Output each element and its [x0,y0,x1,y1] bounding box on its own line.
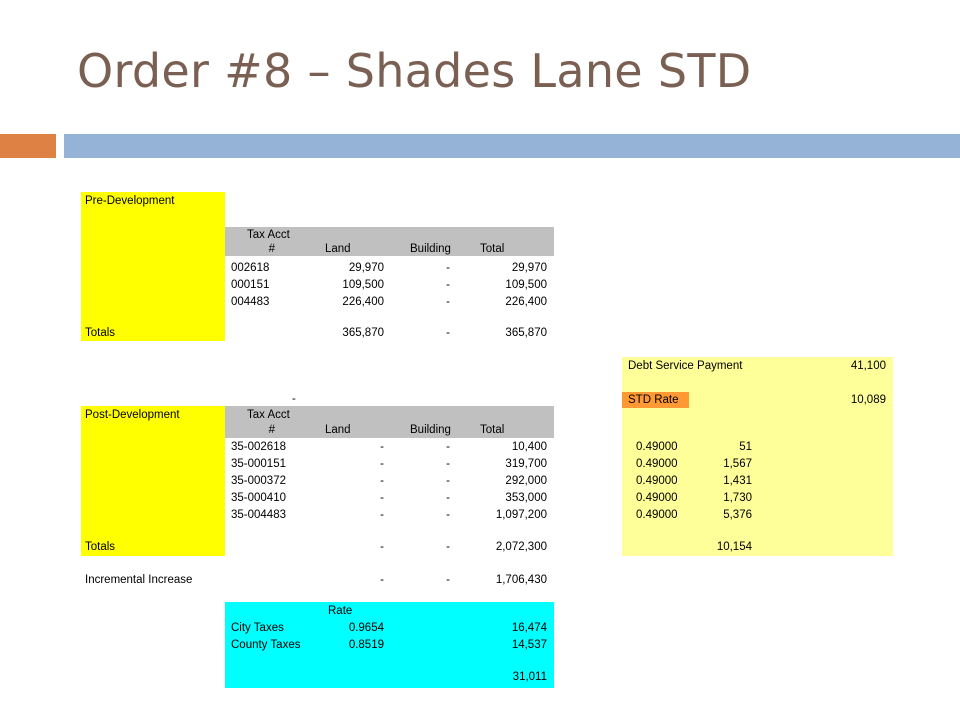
tax-label: County Taxes [231,639,301,651]
post-totals-label: Totals [85,541,116,553]
pre-total: 226,400 [505,296,547,308]
post-building: - [446,492,450,504]
pre-land: 226,400 [342,296,384,308]
post-land: - [380,475,384,487]
post-acct: 35-004483 [231,509,286,521]
post-land: - [380,441,384,453]
incremental-building: - [446,574,450,586]
tax-amount: 14,537 [511,639,547,651]
post-acct: 35-000151 [231,458,286,470]
post-acct: 35-000410 [231,492,286,504]
post-totals-land: - [380,541,384,553]
post-total: 353,000 [505,492,547,504]
post-land: - [380,509,384,521]
post-totals-building: - [446,541,450,553]
debt-amount: 51 [739,441,752,453]
pre-acct: 004483 [231,296,270,308]
debt-rate: 0.49000 [636,458,678,470]
pre-building: - [446,279,450,291]
incremental-label: Incremental Increase [85,574,193,586]
post-section-label: Post-Development [85,409,180,421]
std-rate-label: STD Rate [628,394,679,406]
tax-amount: 16,474 [511,622,547,634]
pre-total: 109,500 [505,279,547,291]
post-col-building: Building [410,424,451,436]
debt-rate: 0.49000 [636,509,678,521]
debt-total: 10,154 [716,541,752,553]
pre-col-building: Building [410,243,451,255]
pre-totals-total: 365,870 [505,327,547,339]
post-total: 10,400 [511,441,547,453]
post-land: - [380,458,384,470]
debt-payment-value: 41,100 [850,360,886,372]
tax-label: City Taxes [231,622,284,634]
pre-total: 29,970 [511,262,547,274]
pre-land: 109,500 [342,279,384,291]
pre-acct: 000151 [231,279,270,291]
post-building: - [446,458,450,470]
pre-development-fill [81,192,225,341]
post-col-land: Land [325,424,351,436]
post-col-total: Total [480,424,505,436]
debt-rate: 0.49000 [636,475,678,487]
post-land: - [380,492,384,504]
post-header-top: Tax Acct [247,409,290,421]
post-total: 319,700 [505,458,547,470]
post-building: - [446,441,450,453]
tax-total: 31,011 [512,671,547,683]
debt-amount: 1,567 [723,458,752,470]
post-development-fill [81,406,225,556]
pre-header-top: Tax Acct [247,229,290,241]
post-col-acct: # [268,424,275,436]
debt-amount: 1,431 [723,475,752,487]
incremental-total: 1,706,430 [495,574,547,586]
debt-rate: 0.49000 [636,441,678,453]
stray-dash: - [292,393,296,405]
post-total: 292,000 [505,475,547,487]
post-acct: 35-002618 [231,441,286,453]
tax-rate: 0.8519 [348,639,384,651]
pre-col-total: Total [480,243,505,255]
slide-title: Order #8 – Shades Lane STD [77,44,752,98]
pre-totals-label: Totals [85,327,116,339]
tax-rate: 0.9654 [348,622,384,634]
pre-building: - [446,296,450,308]
tax-rate-header: Rate [328,605,353,617]
pre-acct: 002618 [231,262,270,274]
post-building: - [446,509,450,521]
pre-totals-building: - [446,327,450,339]
pre-section-label: Pre-Development [85,195,175,207]
debt-amount: 5,376 [723,509,752,521]
std-rate-value: 10,089 [850,394,886,406]
post-totals-total: 2,072,300 [495,541,547,553]
debt-payment-label: Debt Service Payment [628,360,743,372]
accent-bar-blue [64,134,960,158]
accent-bar-orange [0,134,56,158]
post-acct: 35-000372 [231,475,286,487]
debt-amount: 1,730 [723,492,752,504]
pre-col-acct: # [268,243,275,255]
pre-col-land: Land [325,243,351,255]
post-building: - [446,475,450,487]
debt-rate: 0.49000 [636,492,678,504]
post-total: 1,097,200 [495,509,547,521]
pre-building: - [446,262,450,274]
pre-land: 29,970 [348,262,384,274]
pre-totals-land: 365,870 [342,327,384,339]
incremental-land: - [380,574,384,586]
